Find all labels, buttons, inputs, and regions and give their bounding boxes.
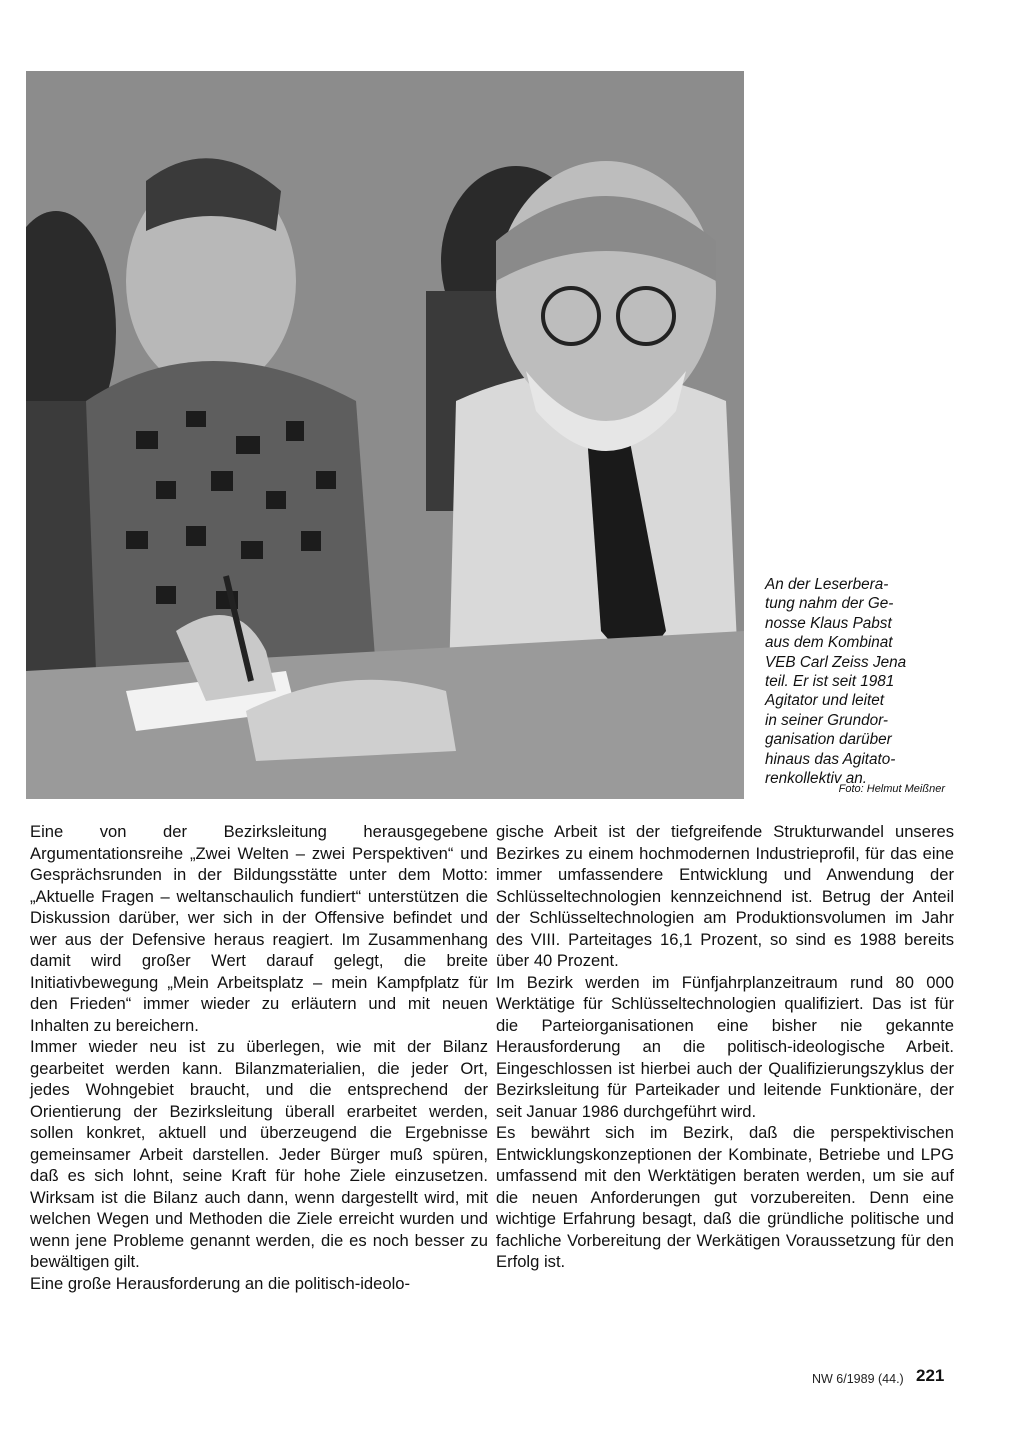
- photo-credit: Foto: Helmut Meißner: [838, 783, 945, 795]
- caption-line: VEB Carl Zeiss Jena: [765, 653, 907, 671]
- paragraph: Immer wieder neu ist zu überlegen, wie mit der Bilanz gearbeitet werden kann. Bilanzmaterialien, die jeder Ort, jedes Wohngebiet braucht, und die entsprechend der Orientierung der Bezirksleitung überall erarbeitet werden, sollen konkret, aktuell und überzeugend die Ergebnisse gemeinsamer Arbeit darstellen. Jeder Bürger muß spüren, daß es sich lohnt, seine Kraft für hohe Ziele einzusetzen. Wirksam ist die Bilanz auch dann, wenn dargestellt wird, mit welchen Wegen und Methoden die Ziele erreicht wurden und wenn jene Probleme genannt werden, die es noch besser zu bewältigen gilt.: [30, 1037, 488, 1271]
- caption-line: in seiner Grundor-: [765, 711, 889, 729]
- article-photo: [26, 71, 744, 799]
- article-column-right: [496, 821, 954, 1273]
- article-column-left: [30, 821, 488, 1294]
- caption-line: An der Leserbera-: [765, 576, 889, 593]
- paragraph: Es bewährt sich im Bezirk, daß die perspektivischen Entwicklungskonzeptionen der Kombinate, Betriebe und LPG umfassend mit den Werktätigen beraten werden, um sie auf die neuen Anforderungen gut vorzubereiten. Denn eine wichtige Erfahrung besagt, daß die gründliche politische und fachliche Vorbereitung der Werkätigen Voraussetzung für den Erfolg ist.: [496, 1123, 954, 1271]
- paragraph: Eine von der Bezirksleitung herausgegebene Argumentationsreihe „Zwei Welten – zwei Perspektiven“ und Gesprächsrunden in der Bildungsstätte unter dem Motto: „Aktuelle Fragen – weltanschaulich fundiert“ unterstützen die Diskussion darüber, wer sich in der Offensive befindet und wer aus der Defensive heraus reagiert. Im Zusammenhang damit wird großer Wert darauf gelegt, die breite Initiativbewegung „Mein Arbeitsplatz – mein Kampfplatz für den Frieden“ immer wieder zu erläutern und mit neuen Inhalten zu bereichern.: [30, 822, 488, 1035]
- caption-line: hinaus das Agitato-: [765, 750, 896, 768]
- paragraph: Eine große Herausforderung an die politisch-ideolo-: [30, 1273, 411, 1293]
- caption-line: ganisation darüber: [765, 731, 892, 749]
- paragraph: Im Bezirk werden im Fünfjahrplanzeitraum rund 80 000 Werktätige für Schlüsseltechnologien qualifiziert. Das ist für die Parteiorganisationen eine bisher nie gekannte Herausforderung an die politisch-ideologische Arbeit. Eingeschlossen ist hierbei auch der Qualifizierungszyklus der Bezirksleitung für Parteikader und leitende Funktionäre, der seit Januar 1986 durchgeführt wird.: [496, 972, 954, 1121]
- caption-line: aus dem Kombinat: [765, 634, 893, 652]
- issue-reference: NW 6/1989 (44.): [812, 1372, 904, 1386]
- caption-line: teil. Er ist seit 1981: [765, 673, 895, 691]
- photo-caption: [765, 575, 965, 788]
- paragraph: gische Arbeit ist der tiefgreifende Strukturwandel unseres Bezirkes zu einem hochmodernen Industrieprofil, für das eine immer umfassendere Entwicklung und Anwendung der Schlüsseltechnologien kennzeichnend ist. Betrug der Anteil der Schlüsseltechnologien am Produktionsvolumen im Jahr des VIII. Parteitages 16,1 Prozent, so sind es 1988 bereits über 40 Prozent.: [496, 822, 954, 970]
- page-number: 221: [916, 1366, 945, 1385]
- caption-line: Agitator und leitet: [765, 692, 885, 710]
- caption-line: renkollektiv an.: [765, 770, 868, 788]
- caption-line: nosse Klaus Pabst: [765, 614, 892, 632]
- caption-line: tung nahm der Ge-: [765, 595, 894, 613]
